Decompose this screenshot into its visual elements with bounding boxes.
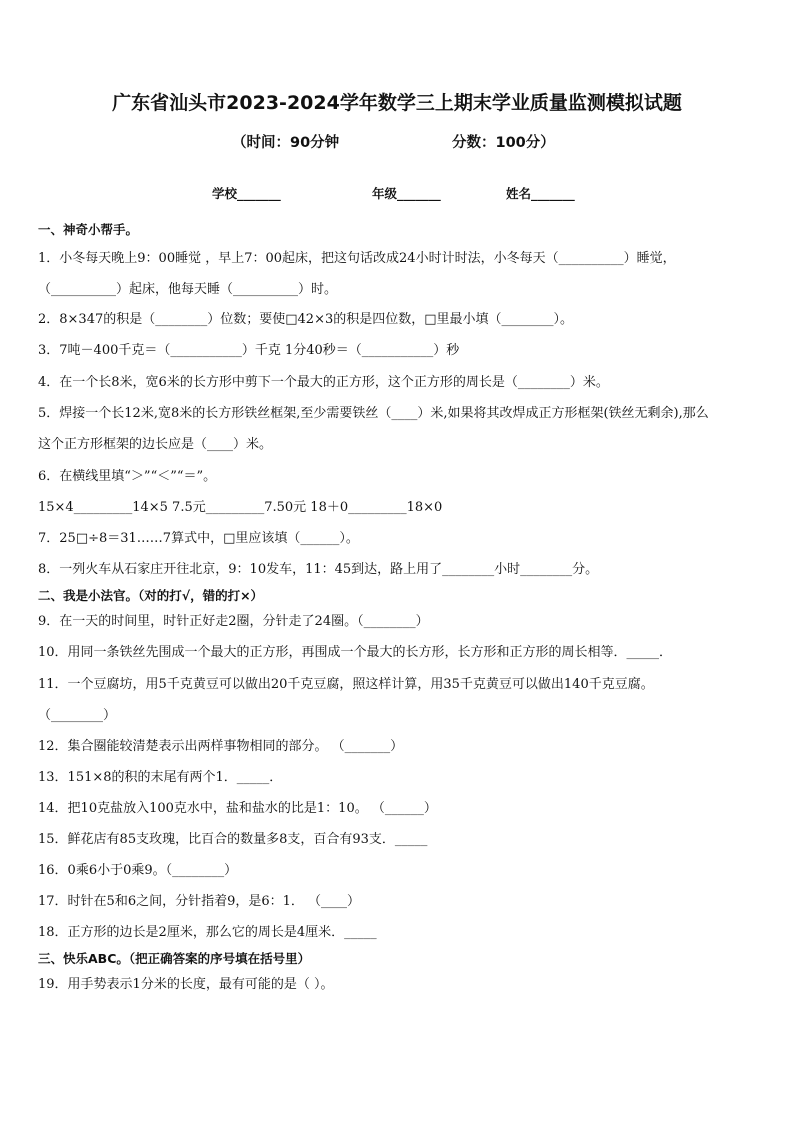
grade-field[interactable]: 年级_______ [372,186,441,201]
page-title: 广东省汕头市2023-2024学年数学三上期末学业质量监测模拟试题 [112,92,682,114]
section-heading: 二、我是小法官。（对的打√，错的打×） [38,588,264,603]
school-field[interactable]: 学校_______ [212,186,281,201]
question-line: 2．8×347的积是（________）位数；要使□42×3的积是四位数，□里最小填（________）。 [38,312,574,327]
question-line: 16．0乘6小于0乘9。（________） [38,863,238,878]
question-line: 4．在一个长8米，宽6米的长方形中剪下一个最大的正方形，这个正方形的周长是（________）米。 [38,375,609,390]
question-line: 1．小冬每天晚上9：00睡觉 ，早上7：00起床，把这句话改成24小时计时法，小冬每天（__________）睡觉， [38,251,676,266]
question-line: 5．焊接一个长12米,宽8米的长方形铁丝框架,至少需要铁丝（____）米,如果将其改焊成正方形框架(铁丝无剩余),那么 [38,406,709,421]
section-heading: 一、神奇小帮手。 [38,222,139,237]
question-line: 11．一个豆腐坊，用5千克黄豆可以做出20千克豆腐，照这样计算，用35千克黄豆可以做出140千克豆腐。 [38,677,654,692]
section-heading: 三、快乐ABC。（把正确答案的序号填在括号里） [38,951,311,966]
question-line: 19．用手势表示1分米的长度，最有可能的是（ ）。 [38,977,334,992]
question-line: 3．7吨－400千克＝（___________）千克 1分40秒＝（___________）秒 [38,343,460,358]
question-line: 15．鲜花店有85支玫瑰，比百合的数量多8支，百合有93支．_____ [38,832,428,847]
question-line: 13．151×8的积的末尾有两个1．_____． [38,770,283,785]
question-line: 18．正方形的边长是2厘米，那么它的周长是4厘米．_____ [38,925,377,940]
total-score: 分数：100分） [452,135,555,151]
question-line: 9．在一天的时间里，时针正好走2圈，分针走了24圈。（________） [38,614,429,629]
time-limit: （时间：90分钟 [232,135,340,151]
question-line: 6．在横线里填“＞”“＜”“＝”。 [38,469,217,484]
question-line: （________） [38,708,117,723]
question-line: 10．用同一条铁丝先围成一个最大的正方形，再围成一个最大的长方形，长方形和正方形的周长相等．_____． [38,645,673,660]
question-line: 12．集合圈能较清楚表示出两样事物相同的部分。 （_______） [38,739,404,754]
question-line: 8．一列火车从石家庄开往北京，9：10发车，11：45到达，路上用了________小时________分。 [38,562,599,577]
question-line: 7．25□÷8＝31……7算式中，□里应该填（______）。 [38,531,359,546]
question-line: 这个正方形框架的边长应是（____）米。 [38,437,273,452]
question-line: 17．时针在5和6之间，分针指着9，是6：1． （____） [38,894,361,909]
question-line: 14．把10克盐放入100克水中，盐和盐水的比是1：10。 （______） [38,801,437,816]
question-line: （__________）起床，他每天睡（__________）时。 [38,282,338,297]
name-field[interactable]: 姓名_______ [506,186,575,201]
question-line: 15×4_________14×5 7.5元_________7.50元 18＋0_________18×0 [38,500,443,515]
